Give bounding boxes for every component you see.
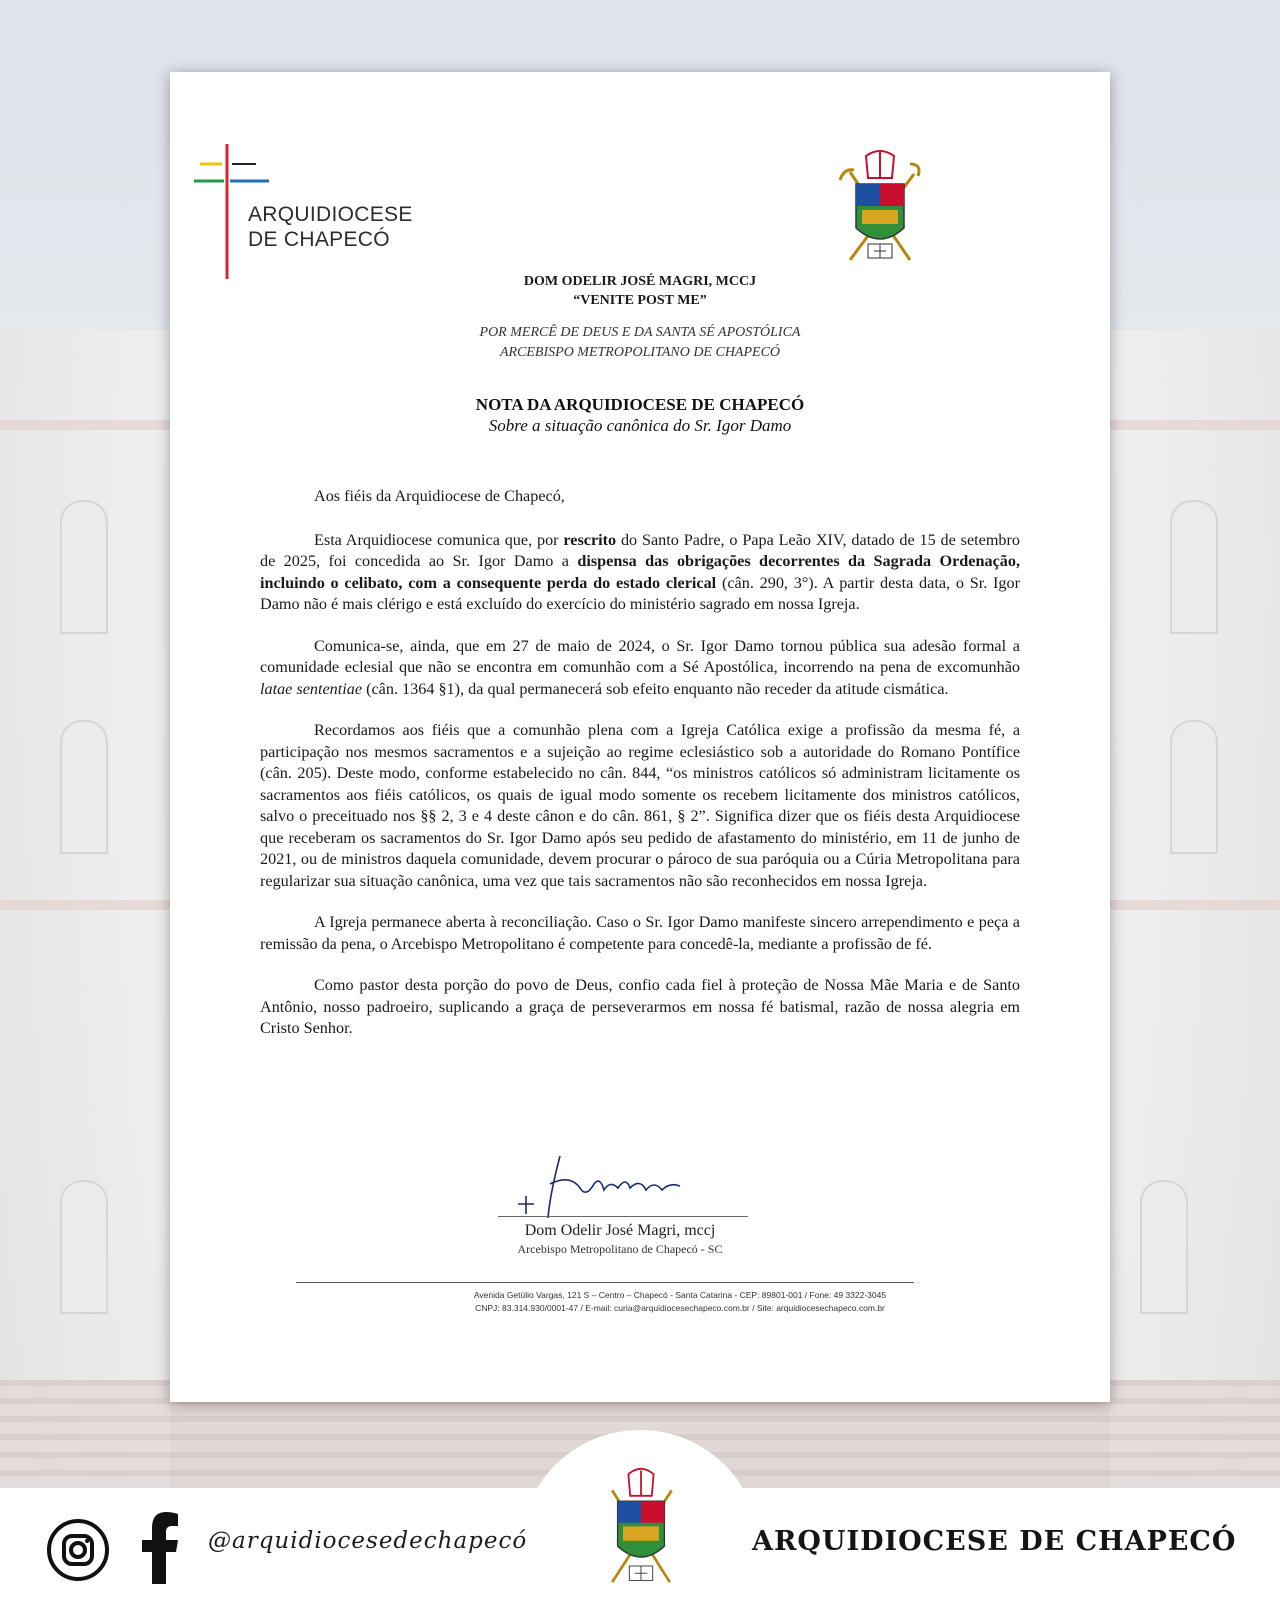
episcopal-motto: “VENITE POST ME” bbox=[573, 293, 707, 308]
background-window bbox=[60, 500, 108, 634]
note-title-block bbox=[170, 394, 1110, 436]
p1-text-e: (cân. 290, 3°). A partir desta data, o Sr. Igor Damo não é mais clérigo e está excluído do exercício do ministério sagrado em nossa Igreja. bbox=[260, 573, 1020, 613]
background-window bbox=[1170, 720, 1218, 854]
greeting: Aos fiéis da Arquidiocese de Chapecó, bbox=[314, 487, 565, 505]
logo-line-1: ARQUIDIOCESE bbox=[248, 203, 413, 226]
bishop-name: DOM ODELIR JOSÉ MAGRI, MCCJ bbox=[523, 274, 757, 289]
letterhead-footer bbox=[170, 1289, 1190, 1315]
logo-line-2: DE CHAPECÓ bbox=[248, 228, 390, 251]
paragraph-4: A Igreja permanece aberta à reconciliação. Caso o Sr. Igor Damo manifeste sincero arrependimento e peça a remissão da pena, o Arcebispo Metropolitano é competente para concedê-la, mediante a profissão de fé. bbox=[260, 913, 1020, 953]
social-handle[interactable]: @arquidiocesedechapecó bbox=[208, 1528, 528, 1554]
letter-body bbox=[260, 486, 1020, 1060]
footer-address: Avenida Getúlio Vargas, 121 S – Centro – Chapecó - Santa Catarina - CEP: 89801-001 / Fone: 49 3322-3045 bbox=[473, 1290, 887, 1300]
paragraph-5: Como pastor desta porção do povo de Deus, confio cada fiel à proteção de Nossa Mãe Maria e de Santo Antônio, nosso padroeiro, suplicando a graça de perseverarmos em nossa fé batismal, razão de nossa alegria em Cristo Senhor. bbox=[260, 976, 1020, 1037]
bishop-header bbox=[170, 272, 1110, 363]
p1-text-b: rescrito bbox=[563, 530, 617, 549]
p2-text-b: latae sententiae bbox=[260, 679, 363, 698]
paragraph-3: Recordamos aos fiéis que a comunhão plena com a Igreja Católica exige a profissão da mesma fé, a participação nos mesmos sacramentos e a sujeição ao regime eclesiástico sob a autoridade do Romano Pontífice (cân. 205). Deste modo, conforme estabelecido no cân. 844, “os ministros católicos só administram licitamente os sacramentos aos fiéis católicos, os quais de igual modo somente os recebem licitamente dos ministros católicos, salvo o preceituado nos §§ 2, 3 e 4 deste cânon e do cân. 861, § 2”. Significa dizer que os fiéis desta Arquidiocese que receberam os sacramentos do Sr. Igor Damo após seu pedido de afastamento do ministério, em 11 de junho de 2021, ou de ministros daquela comunidade, devem procurar o pároco de sua paróquia ou a Cúria Metropolitana para regularizar sua situação canônica, uma vez que tais sacramentos não são reconhecidos em nossa Igreja. bbox=[260, 721, 1020, 890]
coat-of-arms-emblem-footer bbox=[596, 1466, 686, 1594]
paragraph-2 bbox=[260, 636, 1020, 701]
signature-line bbox=[498, 1216, 748, 1217]
facebook-icon[interactable] bbox=[140, 1512, 180, 1584]
signatory-name: Dom Odelir José Magri, mccj bbox=[524, 1222, 716, 1239]
instagram-icon[interactable] bbox=[46, 1518, 110, 1582]
brand-name: ARQUIDIOCESE DE CHAPECÓ bbox=[752, 1526, 1237, 1557]
note-title: NOTA DA ARQUIDIOCESE DE CHAPECÓ bbox=[475, 395, 805, 414]
letter-page bbox=[170, 72, 1110, 1402]
p1-text-a: Esta Arquidiocese comunica que, por bbox=[314, 530, 564, 549]
p2-text-a: Comunica-se, ainda, que em 27 de maio de 2024, o Sr. Igor Damo tornou pública sua adesão formal a comunidade eclesial que não se encontra em comunhão com a Sé Apostólica, incorrendo na pena de excomunhão bbox=[260, 636, 1020, 676]
paragraph-1 bbox=[260, 530, 1020, 616]
signatory-role: Arcebispo Metropolitano de Chapecó - SC bbox=[517, 1242, 723, 1256]
coat-of-arms-emblem bbox=[830, 150, 930, 270]
p1-text-c: do Santo Padre, o Papa Leão XIV, datado de 15 de setembro de 2025, foi concedida ao Sr. Igor Damo a bbox=[260, 530, 1020, 570]
bishop-title bbox=[170, 323, 1110, 363]
background-window bbox=[60, 1180, 108, 1314]
footer-divider bbox=[296, 1282, 914, 1283]
handwritten-signature bbox=[490, 1154, 750, 1220]
bishop-title-line-2: ARCEBISPO METROPOLITANO DE CHAPECÓ bbox=[499, 345, 781, 360]
background-window bbox=[1170, 500, 1218, 634]
logo-wordmark bbox=[248, 202, 413, 252]
note-subtitle: Sobre a situação canônica do Sr. Igor Damo bbox=[488, 416, 792, 435]
background-window bbox=[60, 720, 108, 854]
footer-contact: CNPJ: 83.314.930/0001-47 / E-mail: curia@arquidiocesechapeco.com.br / Site: arquidiocesechapeco.com.br bbox=[475, 1303, 885, 1313]
bishop-title-line-1: POR MERCÊ DE DEUS E DA SANTA SÉ APOSTÓLICA bbox=[479, 325, 801, 340]
p1-text-d: dispensa das obrigações decorrentes da Sagrada Ordenação, incluindo o celibato, com a consequente perda do estado clerical bbox=[260, 552, 1020, 592]
p2-text-c: (cân. 1364 §1), da qual permanecerá sob efeito enquanto não receder da atitude cismática. bbox=[362, 679, 949, 698]
